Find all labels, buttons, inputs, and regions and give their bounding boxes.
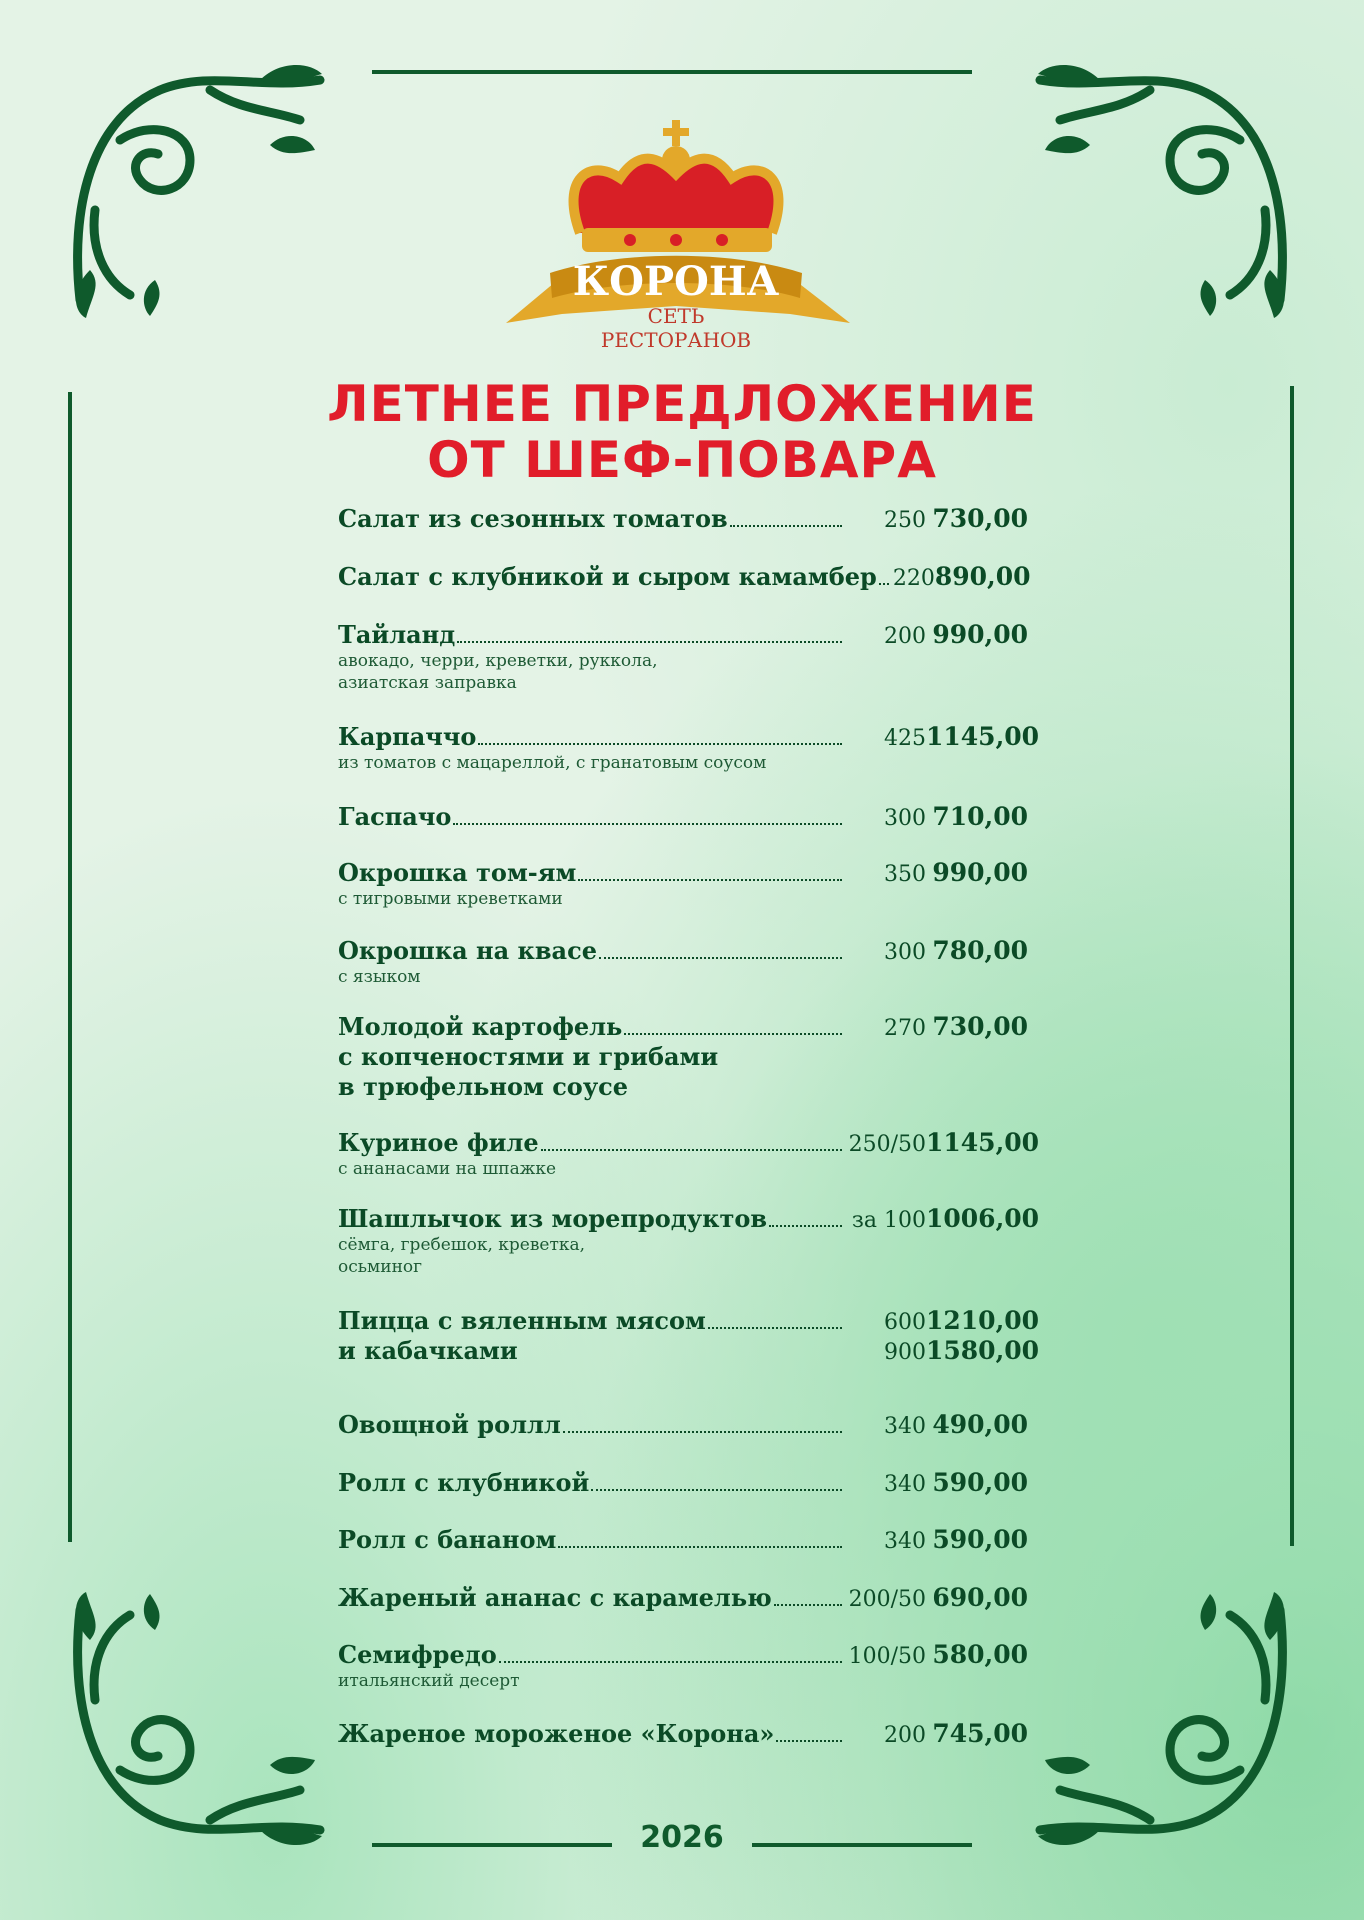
item-name: Ролл с клубникой (338, 1468, 590, 1497)
item-name: Пицца с вяленным мясом (338, 1306, 706, 1335)
item-price: 890,00 (934, 562, 1031, 591)
crown-icon (574, 120, 779, 252)
item-name: Овощной роллл (338, 1410, 561, 1439)
menu-item (338, 1525, 1028, 1555)
dot-leader (541, 1149, 842, 1151)
menu-item (338, 722, 1040, 774)
year-label: 2026 (640, 1820, 724, 1855)
logo-line2: РЕСТОРАНОВ (600, 328, 752, 352)
dot-leader (578, 879, 842, 881)
dot-leader (457, 641, 842, 643)
item-weight: 250/50 (848, 1132, 926, 1157)
item-price: 780,00 (932, 936, 1028, 965)
item-price: 990,00 (932, 620, 1028, 649)
item-weight: 600 (884, 1310, 926, 1335)
menu-item (338, 504, 1028, 534)
item-name: Куриное филе (338, 1128, 539, 1157)
item-weight: 340 (884, 1529, 926, 1554)
dot-leader (499, 1661, 842, 1663)
item-weight: 425 (884, 726, 926, 751)
item-description: с тигровыми креветками (338, 889, 563, 909)
logo-line1: СЕТЬ (647, 304, 705, 328)
dot-leader (591, 1489, 842, 1491)
item-description: итальянский десерт (338, 1671, 520, 1691)
dot-leader (478, 743, 842, 745)
item-description: сёмга, гребешок, креветка, (338, 1235, 586, 1255)
item-weight: 100/50 (848, 1644, 926, 1669)
item-weight: 340 (884, 1472, 926, 1497)
ornament-top-left-icon (60, 50, 330, 320)
item-weight-2: 900 (884, 1340, 926, 1365)
item-weight: 220 (892, 566, 935, 591)
item-price-2: 1580,00 (926, 1336, 1040, 1365)
item-price: 730,00 (932, 1012, 1028, 1041)
item-description: азиатская заправка (338, 673, 517, 693)
item-description: из томатов с мацареллой, с гранатовым соусом (338, 753, 767, 773)
item-price: 1145,00 (926, 1128, 1040, 1157)
menu-item (338, 1410, 1028, 1440)
dot-leader (776, 1740, 842, 1742)
item-weight: 200 (884, 624, 926, 649)
item-description: с ананасами на шпажке (338, 1159, 557, 1179)
dot-leader (708, 1327, 842, 1329)
dot-leader (730, 525, 842, 527)
frame-bottom-line-left (372, 1843, 612, 1847)
item-weight: 340 (884, 1414, 926, 1439)
item-name-continuation: в трюфельном соусе (338, 1072, 629, 1101)
menu-item (338, 1719, 1028, 1749)
menu-item (338, 562, 1031, 592)
item-name: Окрошка том-ям (338, 858, 577, 887)
item-price: 730,00 (932, 504, 1028, 533)
item-weight: 200 (884, 1723, 926, 1748)
item-weight: 300 (884, 940, 926, 965)
item-price: 690,00 (932, 1583, 1028, 1612)
item-weight: 270 (884, 1016, 926, 1041)
title-line-2: ОТ ШЕФ-ПОВАРА (427, 431, 937, 489)
item-name: Гаспачо (338, 802, 452, 831)
dot-leader (453, 823, 842, 825)
restaurant-logo (500, 118, 860, 368)
item-name-continuation: и кабачками (338, 1336, 518, 1365)
dot-leader (558, 1546, 842, 1548)
frame-left-line (68, 392, 72, 1542)
menu-item (338, 858, 1028, 910)
item-name: Жареный ананас с карамелью (338, 1583, 772, 1612)
ornament-top-right-icon (1030, 50, 1300, 320)
item-name: Жареное мороженое «Корона» (338, 1719, 775, 1748)
menu-item (338, 1640, 1028, 1692)
dot-leader (624, 1033, 842, 1035)
item-name: Карпаччо (338, 722, 477, 751)
item-name-continuation: с копченостями и грибами (338, 1042, 719, 1071)
item-description: авокадо, черри, креветки, руккола, (338, 651, 658, 671)
item-price: 490,00 (932, 1410, 1028, 1439)
item-name: Молодой картофель (338, 1012, 623, 1041)
item-price: 1006,00 (926, 1204, 1040, 1233)
item-price: 1145,00 (926, 722, 1040, 751)
menu-item (338, 936, 1028, 988)
item-price: 1210,00 (926, 1306, 1040, 1335)
item-name: Семифредо (338, 1640, 497, 1669)
item-weight: за 100 (851, 1208, 926, 1233)
frame-bottom-line-right (752, 1843, 972, 1847)
menu-item (338, 1306, 1040, 1366)
item-price: 590,00 (932, 1468, 1028, 1497)
item-price: 745,00 (932, 1719, 1028, 1748)
dot-leader (879, 583, 889, 585)
frame-right-line (1290, 386, 1294, 1546)
title-line-1: ЛЕТНЕЕ ПРЕДЛОЖЕНИЕ (327, 375, 1037, 433)
item-price: 580,00 (932, 1640, 1028, 1669)
item-description: осьминог (338, 1257, 423, 1277)
menu-item (338, 1128, 1040, 1180)
dot-leader (599, 957, 842, 959)
menu-item (338, 1583, 1028, 1613)
item-name: Ролл с бананом (338, 1525, 557, 1554)
item-name: Тайланд (338, 620, 456, 649)
frame-top-line (372, 70, 972, 74)
item-name: Шашлычок из морепродуктов (338, 1204, 767, 1233)
dot-leader (774, 1604, 842, 1606)
item-description: с языком (338, 967, 421, 987)
item-weight: 200/50 (848, 1587, 926, 1612)
ornament-bottom-left-icon (60, 1590, 330, 1860)
dot-leader (563, 1431, 842, 1433)
item-price: 990,00 (932, 858, 1028, 887)
menu-item (338, 1468, 1028, 1498)
item-weight: 250 (884, 508, 926, 533)
item-weight: 300 (884, 806, 926, 831)
dot-leader (769, 1225, 842, 1227)
item-name: Окрошка на квасе (338, 936, 597, 965)
logo-name: КОРОНА (572, 258, 780, 305)
menu-item (338, 620, 1028, 694)
menu-item (338, 802, 1028, 832)
item-name: Салат из сезонных томатов (338, 504, 728, 533)
item-price: 590,00 (932, 1525, 1028, 1554)
item-name: Салат с клубникой и сыром камамбер (338, 562, 877, 591)
menu-item (338, 1204, 1040, 1278)
item-price: 710,00 (932, 802, 1028, 831)
ornament-bottom-right-icon (1030, 1590, 1300, 1860)
menu-item (338, 1012, 1028, 1102)
item-weight: 350 (884, 862, 926, 887)
